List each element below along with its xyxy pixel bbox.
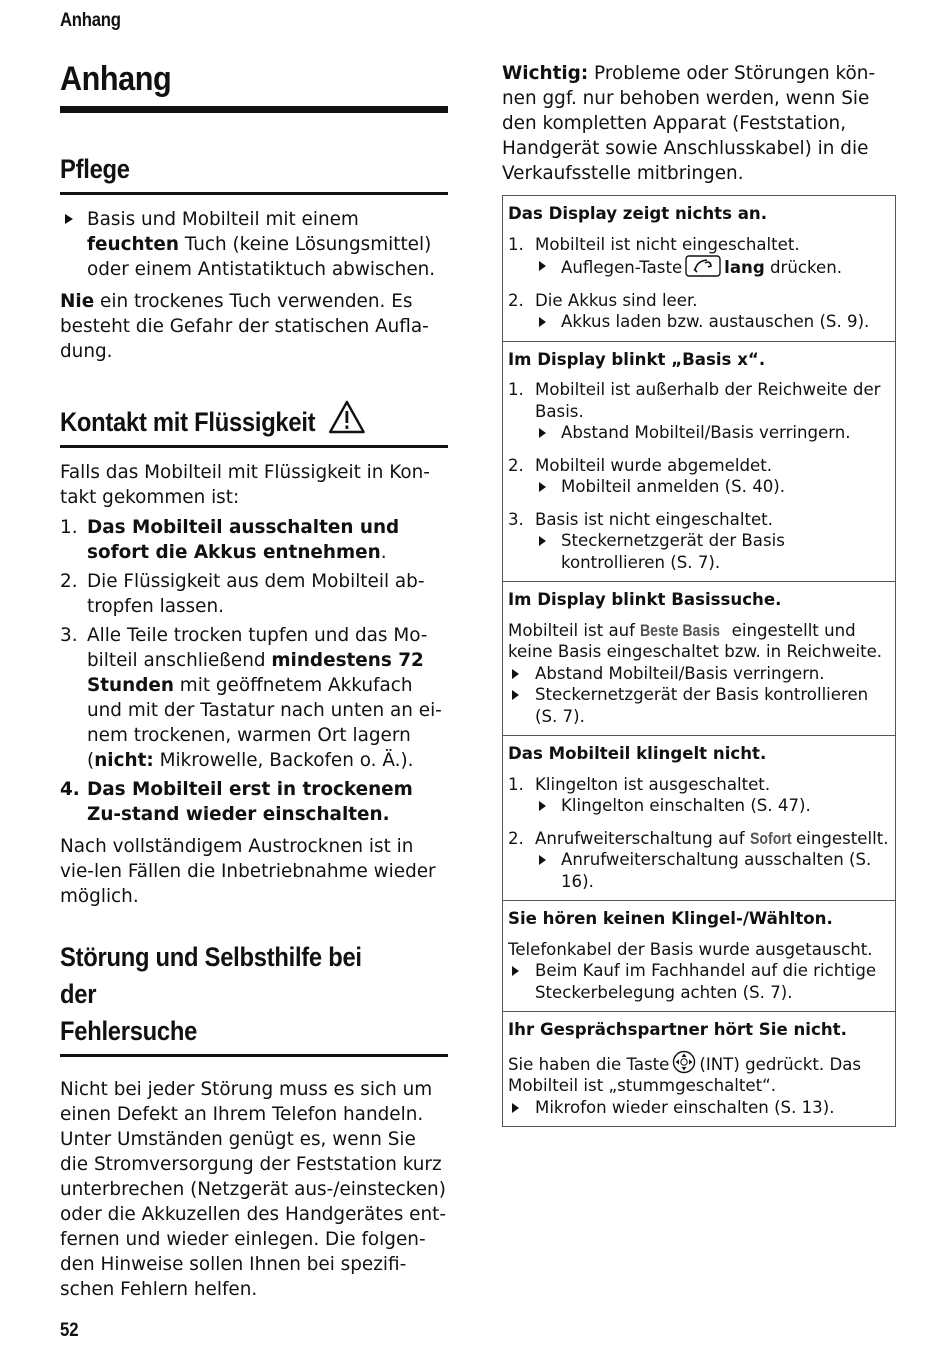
title-rule <box>60 106 448 113</box>
kontakt-intro: Falls das Mobilteil mit Flüssigkeit in Kon-takt gekommen ist: <box>60 462 430 508</box>
list-item: 2. Mobilteil wurde abgemeldet. <box>508 455 773 475</box>
list-item: 1. Mobilteil ist nicht eingeschaltet. <box>508 234 800 254</box>
table-row <box>503 900 895 1011</box>
stoerung-text: Nicht bei jeder Störung muss es sich um einen Defekt an Ihrem Telefon handeln. Unter Umständen genügt es, wenn Sie die Stromversorgung der Feststation kurz unterbrechen (Netzgerät aus-/einstecken) oder die Akkuzellen des Handgerätes ent-fernen und wieder einlegen. Die folgen-den Hinweise sollen Ihnen bei spezifi-schen Fehlern helfen. <box>60 1079 446 1300</box>
table-row-heading: Ihr Gesprächspartner hört Sie nicht. <box>508 1020 847 1039</box>
list-item: Akkus laden bzw. austauschen (S. 9). <box>508 311 890 333</box>
list-item: Anrufweiterschaltung ausschalten (S. 16). <box>508 849 890 892</box>
display-text: Sofort <box>749 828 792 848</box>
table-row <box>503 1011 895 1126</box>
heading-rule <box>60 1054 448 1057</box>
page-title: Anhang <box>60 60 172 98</box>
list-item: Abstand Mobilteil/Basis verringern. <box>508 422 890 444</box>
list-item: Klingelton einschalten (S. 47). <box>508 795 890 817</box>
list-item: Beim Kauf im Fachhandel auf die richtige Steckerbelegung achten (S. 7). <box>508 960 890 1003</box>
bullet-arrow-icon <box>539 482 546 492</box>
warning-icon <box>328 399 367 435</box>
bullet-arrow-icon <box>512 1103 519 1113</box>
bullet-arrow-icon <box>539 536 546 546</box>
stoerung-body <box>60 1077 448 1302</box>
bullet-arrow-icon <box>512 669 519 679</box>
heading-rule <box>60 445 448 448</box>
page-number: 52 <box>60 1320 79 1341</box>
table-row-text: Telefonkabel der Basis wurde ausgetauscht. <box>508 939 873 959</box>
heading-stoerung: Störung und Selbsthilfe bei der Fehlersuche <box>60 942 362 1046</box>
bullet-arrow-icon <box>65 214 73 224</box>
left-column <box>60 55 448 1302</box>
table-row <box>503 196 895 341</box>
table-row-heading: Im Display blinkt „Basis x“. <box>508 349 766 369</box>
bullet-arrow-icon <box>539 801 546 811</box>
bullet-arrow-icon <box>539 261 546 271</box>
table-row-text: Mobilteil ist auf Beste Basis eingestellt und keine Basis eingeschaltet bzw. in Reichweite. <box>508 620 883 661</box>
troubleshooting-table <box>502 195 896 1127</box>
table-row-heading: Im Display blinkt Basissuche. <box>508 590 782 609</box>
list-item: 3. Basis ist nicht eingeschaltet. <box>508 509 773 529</box>
bullet-arrow-icon <box>539 317 546 327</box>
end-call-key-icon <box>685 255 721 277</box>
wichtig-note: Wichtig: Probleme oder Störungen kön-nen ggf. nur behoben werden, wenn Sie den kompletten Apparat (Feststation, Handgerät sowie Anschlusskabel) in die Verkaufsstelle mitbringen. <box>502 63 876 184</box>
bullet-arrow-icon <box>512 690 519 700</box>
list-item: 1. Das Mobilteil ausschalten und sofort die Akkus entnehmen. <box>60 517 400 563</box>
list-item: Abstand Mobilteil/Basis verringern. <box>508 663 890 685</box>
list-item: Steckernetzgerät der Basis kontrollieren (S. 7). <box>508 530 890 573</box>
list-item: 2. Die Flüssigkeit aus dem Mobilteil ab-tropfen lassen. <box>60 571 425 617</box>
kontakt-outro: Nach vollständigem Austrocknen ist in vie-len Fällen die Inbetriebnahme wieder möglich. <box>60 836 436 907</box>
heading-pflege: Pflege <box>60 154 130 184</box>
table-row <box>503 581 895 735</box>
bullet-arrow-icon <box>539 855 546 865</box>
heading-kontakt: Kontakt mit Flüssigkeit <box>60 399 401 441</box>
table-row <box>503 341 895 582</box>
table-row-heading: Sie hören keinen Klingel-/Wählton. <box>508 909 833 928</box>
list-item: 1. Mobilteil ist außerhalb der Reichweite der Basis. <box>508 380 881 421</box>
list-item: Mikrofon wieder einschalten (S. 13). <box>508 1097 890 1119</box>
list-item: Steckernetzgerät der Basis kontrollieren (S. 7). <box>508 684 890 727</box>
pflege-body <box>60 207 448 364</box>
list-item: Basis und Mobilteil mit einem feuchten Tuch (keine Lösungsmittel) oder einem Antistatiktuch abwischen. <box>60 207 448 282</box>
kontakt-body <box>60 460 448 909</box>
table-row-heading: Das Mobilteil klingelt nicht. <box>508 744 767 763</box>
list-item: 1. Klingelton ist ausgeschaltet. <box>508 774 771 794</box>
list-item: 2. Die Akkus sind leer. <box>508 290 698 310</box>
table-row-heading: Das Display zeigt nichts an. <box>508 204 768 223</box>
list-item: 4. Das Mobilteil erst in trockenem Zu-stand wieder einschalten. <box>60 779 413 825</box>
list-item: 2. Anrufweiterschaltung auf Sofort eingestellt. <box>508 828 889 848</box>
right-column <box>502 61 896 1127</box>
pflege-note: Nie ein trockenes Tuch verwenden. Es besteht die Gefahr der statischen Aufla-dung. <box>60 291 429 362</box>
heading-rule <box>60 192 448 195</box>
list-item: 3. Alle Teile trocken tupfen und das Mo-bilteil anschließend mindestens 72 Stunden mit geöffnetem Akkufach und mit der Tastatur nach unten an ei-nem trockenen, warmen Ort lagern (nicht: Mikrowelle, Backofen o. Ä.). <box>60 625 442 771</box>
bullet-arrow-icon <box>512 966 519 976</box>
bullet-arrow-icon <box>539 428 546 438</box>
list-item: Auflegen-Taste lang drücken. <box>508 255 890 279</box>
display-text: Beste Basis <box>640 620 721 640</box>
running-head: Anhang <box>60 10 121 31</box>
table-row-text: Sie haben die Taste (INT) gedrückt. Das Mobilteil ist „stummgeschaltet“. <box>508 1050 890 1097</box>
table-row <box>503 735 895 900</box>
navigation-key-icon <box>672 1050 696 1074</box>
list-item: Mobilteil anmelden (S. 40). <box>508 476 890 498</box>
